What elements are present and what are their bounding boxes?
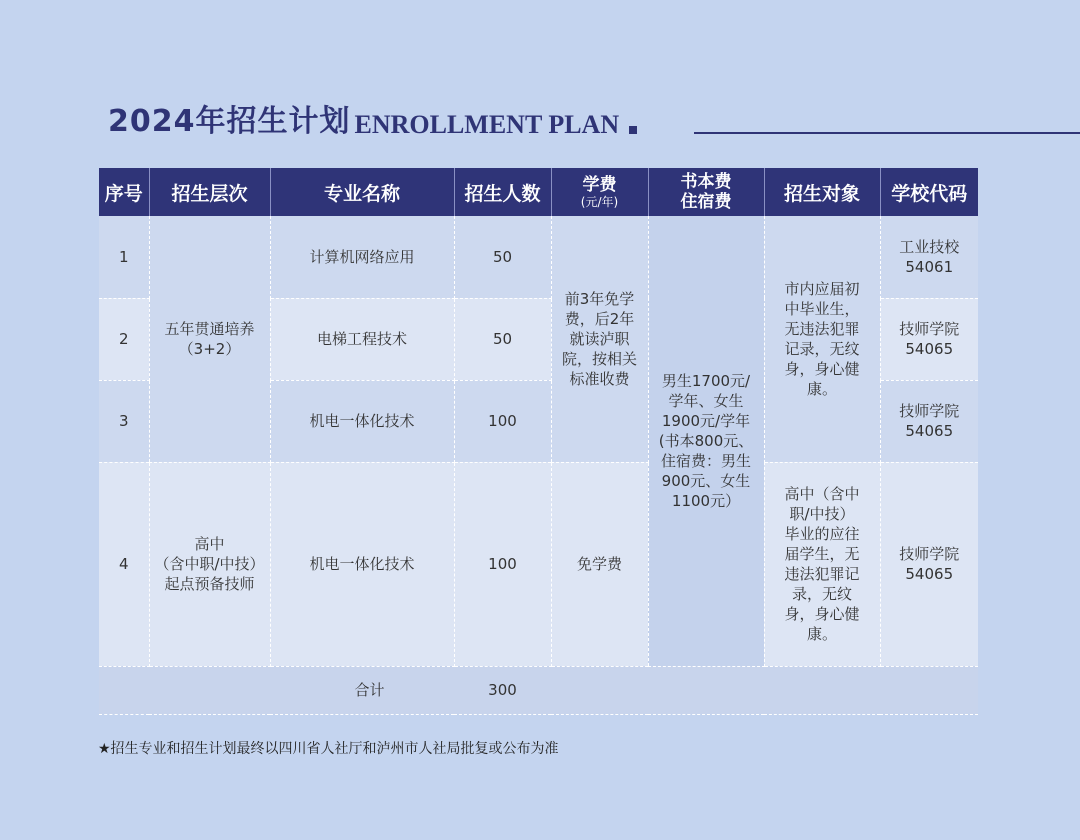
tuition-5year-text: 前3年免学费，后2年就读泸职院，按相关标准收费: [561, 289, 637, 388]
cell-seq: 4: [99, 462, 149, 666]
cell-seq: 3: [99, 380, 149, 462]
code-school: 技师学院: [899, 545, 960, 563]
code-number: 54065: [905, 340, 954, 358]
target-5year-text: 市内应届初中毕业生，无违法犯罪记录，无纹身，身心健康。: [784, 279, 860, 398]
level-5year-line1: 五年贯通培养: [164, 319, 255, 338]
header-target: 招生对象: [764, 168, 880, 216]
header-level: 招生层次: [149, 168, 270, 216]
cell-major: 电梯工程技术: [270, 298, 454, 380]
code-school: 技师学院: [899, 402, 960, 420]
header-count: 招生人数: [454, 168, 551, 216]
enrollment-table: [99, 168, 978, 715]
cell-tuition-senior: 免学费: [551, 462, 648, 666]
cell-code: [880, 380, 978, 462]
books-fee-text: 男生1700元/学年、女生1900元/学年(书本800元、住宿费：男生900元、女生1100元）: [658, 371, 754, 510]
level-5year-line2: （3+2）: [178, 339, 241, 358]
cell-count: 50: [454, 298, 551, 380]
cell-books-fee: [648, 216, 764, 666]
title-chinese: 2024年招生计划: [108, 104, 351, 139]
cell-count: 100: [454, 380, 551, 462]
cell-count: 50: [454, 216, 551, 298]
header-tuition-unit: (元/年): [580, 195, 619, 209]
total-row: [99, 666, 978, 714]
code-school: 技师学院: [899, 320, 960, 338]
cell-major: 机电一体化技术: [270, 380, 454, 462]
cell-tuition-5year: [551, 216, 648, 462]
cell-seq: 1: [99, 216, 149, 298]
header-seq: 序号: [99, 168, 149, 216]
title-bullet-icon: [629, 126, 637, 134]
cell-level-5year: [149, 216, 270, 462]
table-row: [99, 216, 978, 298]
cell-count: 100: [454, 462, 551, 666]
header-books-line2: 住宿费: [680, 192, 732, 212]
cell-seq: 2: [99, 298, 149, 380]
cell-target-senior: [764, 462, 880, 666]
cell-major: 计算机网络应用: [270, 216, 454, 298]
table-header-row: [99, 168, 978, 216]
header-books-line1: 书本费: [680, 172, 732, 192]
title-underline: [694, 132, 1080, 134]
code-number: 54065: [905, 565, 954, 583]
code-school: 工业技校: [899, 237, 960, 256]
cell-code: [880, 462, 978, 666]
cell-code: [880, 216, 978, 298]
title-english: ENROLLMENT PLAN: [354, 110, 620, 139]
cell-target-5year: [764, 216, 880, 462]
level-senior-line3: 起点预备技师: [164, 575, 255, 593]
code-number: 54065: [905, 422, 954, 440]
cell-level-senior: [149, 462, 270, 666]
total-label: 合计: [99, 666, 454, 714]
header-tuition-label: 学费: [582, 175, 617, 195]
total-count: 300: [454, 666, 551, 714]
table-row: [99, 462, 978, 666]
total-empty: [551, 666, 978, 714]
page-title: [108, 96, 637, 140]
footnote: ★招生专业和招生计划最终以四川省人社厅和泸州市人社局批复或公布为准: [98, 741, 559, 757]
header-tuition: [551, 168, 648, 216]
code-number: 54061: [905, 257, 954, 276]
level-senior-line1: 高中: [194, 535, 225, 553]
header-major: 专业名称: [270, 168, 454, 216]
cell-major: 机电一体化技术: [270, 462, 454, 666]
header-books: [648, 168, 764, 216]
header-code: 学校代码: [880, 168, 978, 216]
target-senior-text: 高中（含中职/中技）毕业的应往届学生，无违法犯罪记录，无纹身，身心健康。: [784, 485, 860, 643]
cell-code: [880, 298, 978, 380]
level-senior-line2: （含中职/中技）: [154, 555, 265, 573]
